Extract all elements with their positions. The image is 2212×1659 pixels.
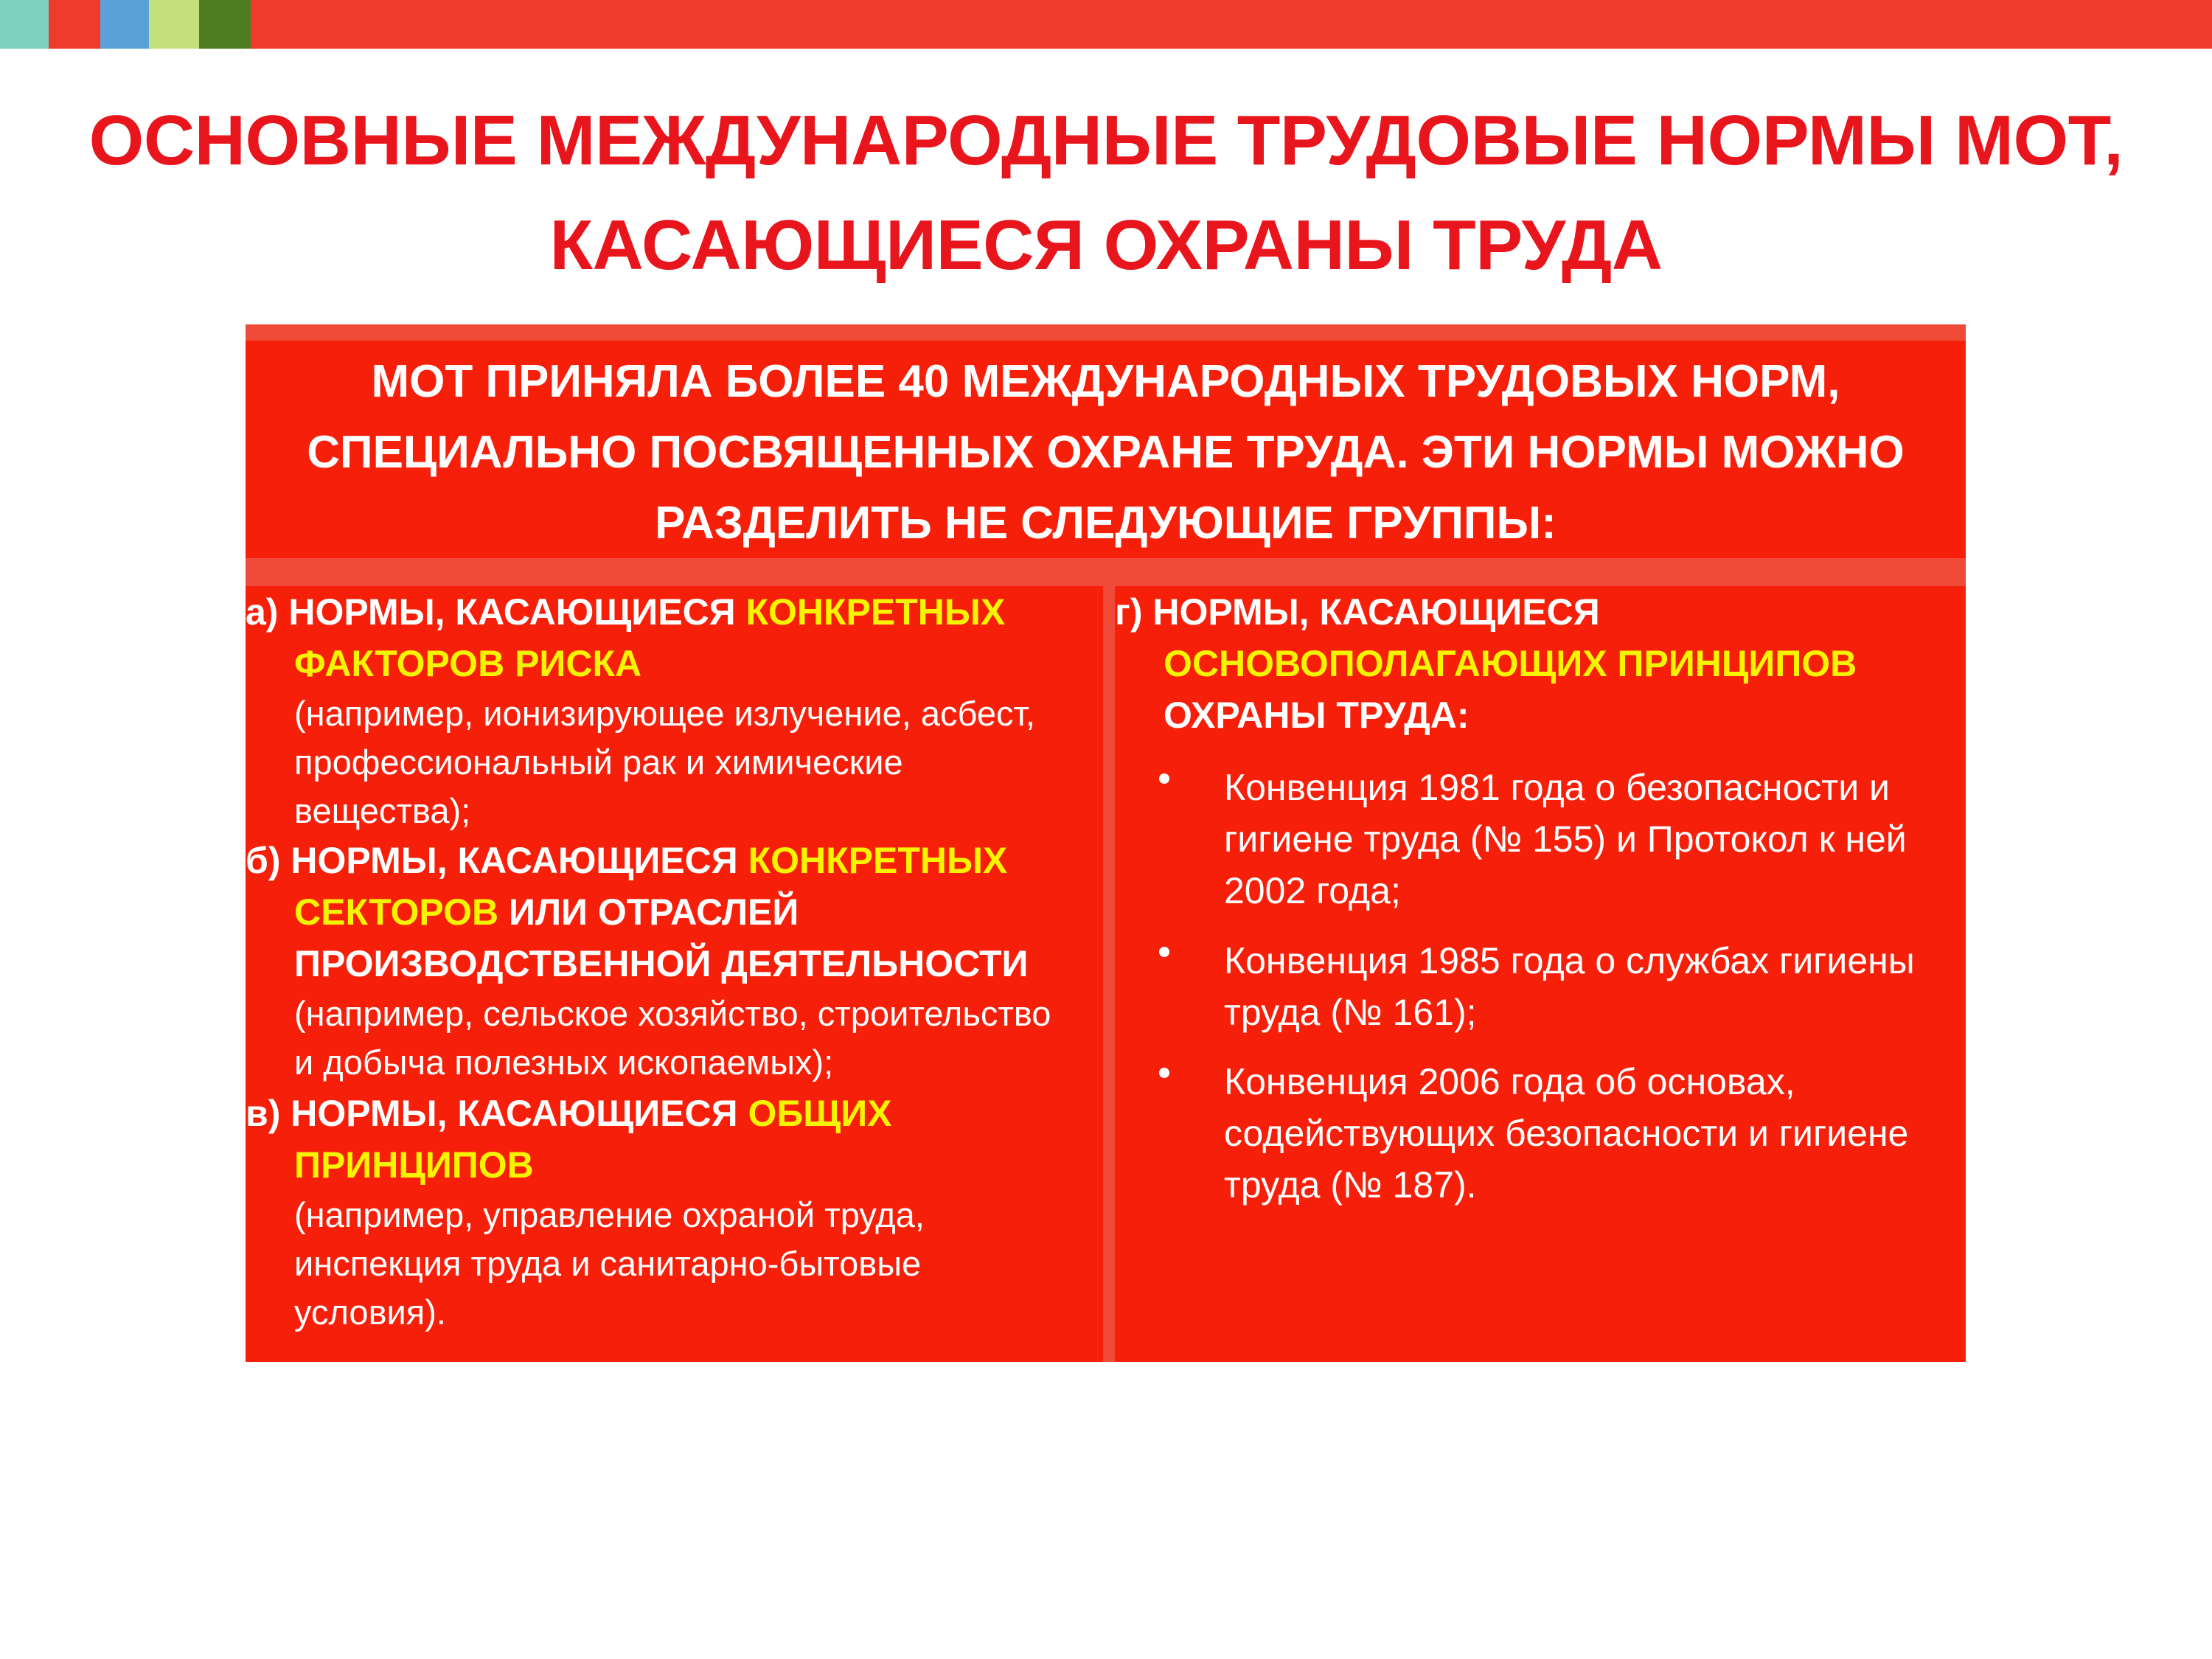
intro-text: [246, 347, 1966, 559]
left-column: [246, 586, 1103, 1362]
group-a-heading: [246, 586, 1035, 638]
bullet-line: гигиене труда (№ 155) и Протокол к ней: [1224, 818, 1907, 860]
intro-line-3: РАЗДЕЛИТЬ НЕ СЛЕДУЮЩИЕ ГРУППЫ:: [655, 498, 1557, 549]
bullet-text: [1224, 935, 1961, 1038]
right-column: [1115, 586, 1966, 1362]
bullet-line: труда (№ 161);: [1224, 992, 1477, 1033]
group-g-highlight: ОСНОВОПОЛАГАЮЩИХ ПРИНЦИПОВ: [1164, 643, 1857, 684]
intro-line-1: МОТ ПРИНЯЛА БОЛЕЕ 40 МЕЖДУНАРОДНЫХ ТРУДОВЫХ НОРМ,: [371, 356, 1840, 407]
group-v-example: инспекция труда и санитарно-бытовые: [294, 1244, 922, 1283]
bullet-line: 2002 года;: [1224, 870, 1401, 911]
panel-edge: [246, 324, 1966, 341]
group-a-example: вещества);: [294, 791, 471, 830]
group-v-prefix: в) НОРМЫ, КАСАЮЩИЕСЯ: [246, 1093, 748, 1134]
bullet-line: Конвенция 2006 года об основах,: [1224, 1061, 1795, 1102]
group-v-heading: [246, 1088, 925, 1139]
panel-edge: [246, 558, 1966, 586]
bullet-dot-icon: [1159, 1068, 1169, 1078]
color-swatch: [49, 0, 100, 49]
group-a-prefix: а) НОРМЫ, КАСАЮЩИЕСЯ: [246, 591, 746, 633]
bullet-line: Конвенция 1981 года о безопасности и: [1224, 767, 1890, 808]
bullet-dot-icon: [1159, 773, 1169, 784]
group-b-heading: [246, 835, 1051, 886]
slide-title: [29, 88, 2183, 298]
group-b-example: (например, сельское хозяйство, строительство: [294, 994, 1051, 1033]
group-a-highlight: КОНКРЕТНЫХ: [745, 591, 1006, 633]
top-accent-bar: [0, 0, 2212, 49]
group-v: [246, 1088, 925, 1337]
group-a-highlight-2: ФАКТОРОВ РИСКА: [294, 643, 642, 684]
color-swatch: [149, 0, 199, 49]
intro-line-2: СПЕЦИАЛЬНО ПОСВЯЩЕННЫХ ОХРАНЕ ТРУДА. ЭТИ НОРМЫ МОЖНО: [307, 427, 1905, 478]
group-b-example: и добыча полезных ископаемых);: [294, 1043, 834, 1082]
group-b-heading-2: [246, 886, 1051, 938]
group-v-highlight: ОБЩИХ: [748, 1093, 892, 1134]
color-swatch: [100, 0, 149, 49]
color-swatch: [199, 0, 251, 49]
bullet-text: [1224, 1056, 1961, 1211]
group-v-example: (например, управление охраной труда,: [294, 1195, 925, 1234]
group-g-prefix: г) НОРМЫ, КАСАЮЩИЕСЯ: [1115, 591, 1600, 633]
group-b-highlight: КОНКРЕТНЫХ: [748, 840, 1008, 881]
group-g-heading-3: ОХРАНЫ ТРУДА:: [1164, 695, 1470, 736]
bullet-text: [1224, 762, 1961, 917]
title-line-1: ОСНОВНЫЕ МЕЖДУНАРОДНЫЕ ТРУДОВЫЕ НОРМЫ МОТ,: [88, 101, 2124, 180]
bullet-line: труда (№ 187).: [1224, 1164, 1477, 1206]
title-line-2: КАСАЮЩИЕСЯ ОХРАНЫ ТРУДА: [549, 206, 1663, 285]
group-a-example: (например, ионизирующее излучение, асбест,: [294, 694, 1035, 733]
bullet-dot-icon: [1159, 947, 1169, 957]
bullet-line: содействующих безопасности и гигиене: [1224, 1113, 1909, 1154]
group-b-prefix: б) НОРМЫ, КАСАЮЩИЕСЯ: [246, 840, 748, 881]
group-b-highlight-2: СЕКТОРОВ: [294, 891, 499, 933]
group-a: [246, 586, 1035, 835]
column-divider: [1103, 586, 1115, 1362]
group-a-example: профессиональный рак и химические: [294, 742, 903, 782]
group-b-rest: ИЛИ ОТРАСЛЕЙ: [498, 891, 799, 933]
color-swatch: [0, 0, 49, 49]
group-v-example: условия).: [294, 1293, 446, 1332]
group-v-highlight-2: ПРИНЦИПОВ: [294, 1144, 534, 1186]
group-g: [1115, 586, 1857, 741]
bullet-line: Конвенция 1985 года о службах гигиены: [1224, 940, 1915, 981]
group-b: [246, 835, 1051, 1087]
group-b-heading-3: ПРОИЗВОДСТВЕННОЙ ДЕЯТЕЛЬНОСТИ: [294, 943, 1029, 984]
intro-panel: [246, 324, 1966, 586]
